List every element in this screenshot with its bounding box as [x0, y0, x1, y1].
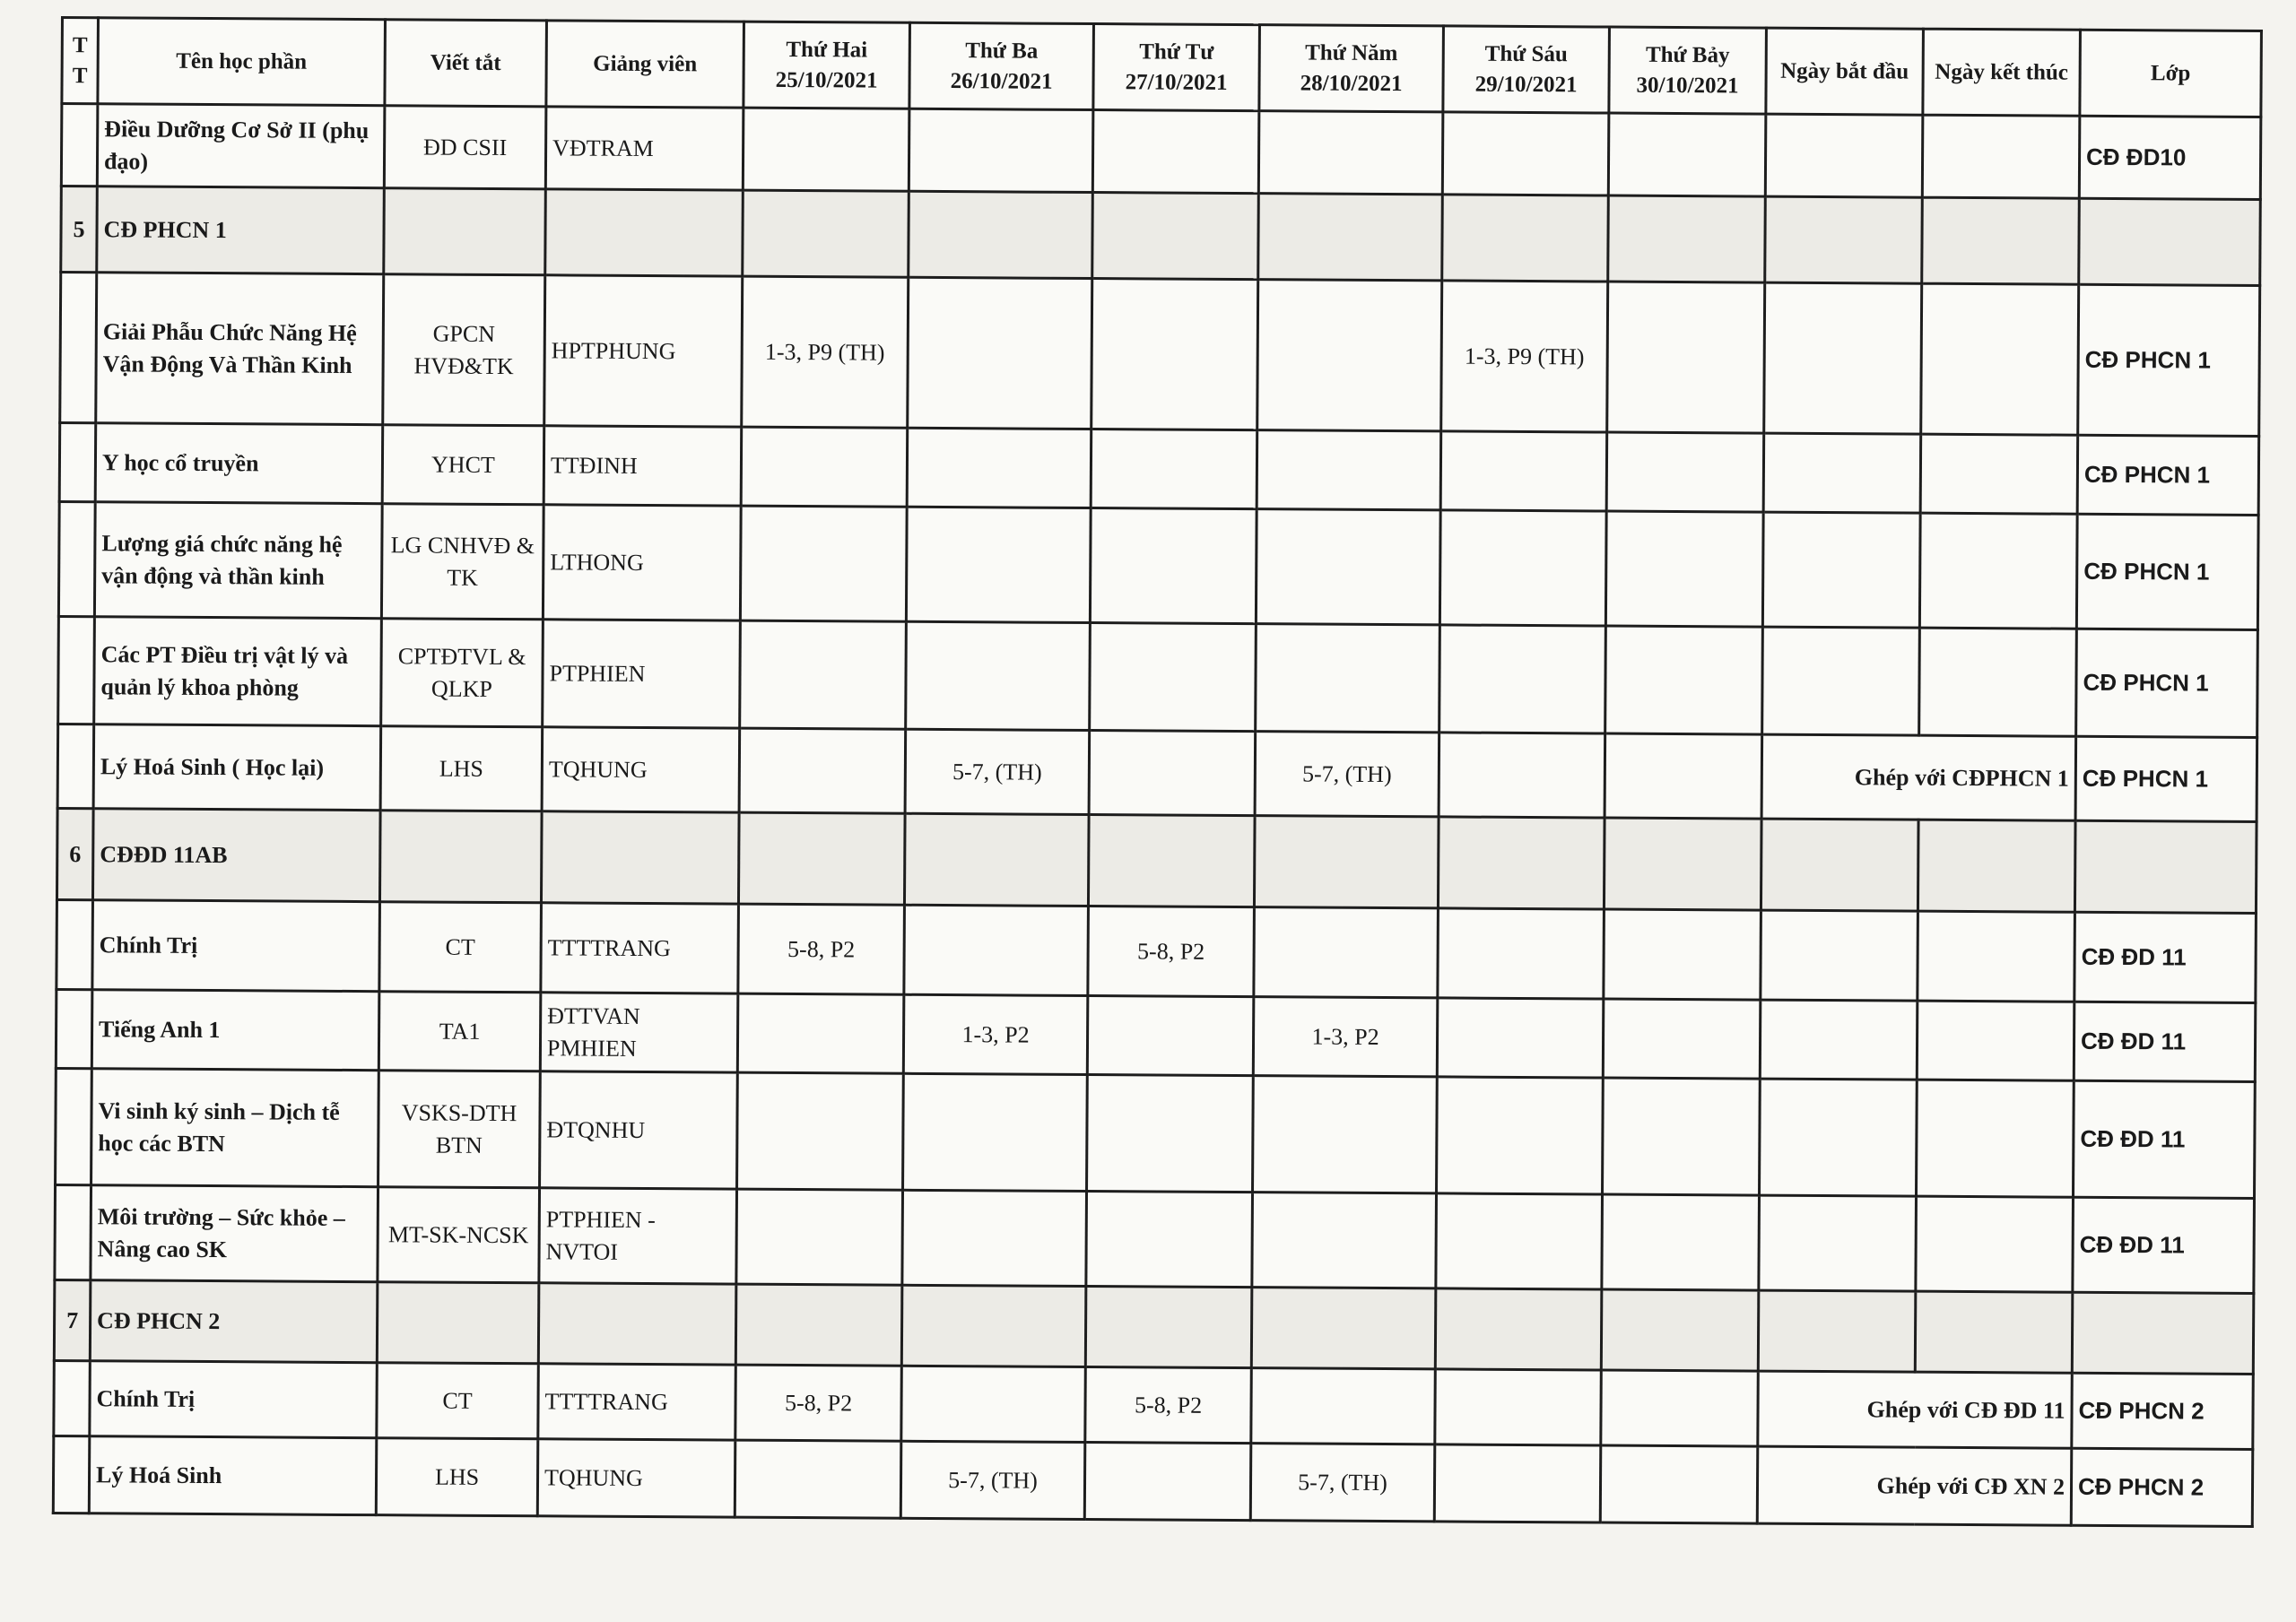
group-row: [57, 808, 2257, 913]
note-cell: Ghép với CĐ ĐD 11: [1758, 1371, 2073, 1448]
table-row: [59, 423, 2258, 516]
class-cell: CĐ PHCN 1: [2075, 736, 2257, 821]
lecturer-cell: HPTPHUNG: [544, 275, 743, 427]
subject-cell: Môi trường – Sức khỏe – Nâng cao SK: [91, 1185, 378, 1282]
table-row: [56, 989, 2255, 1081]
class-cell: CĐ ĐD10: [2079, 116, 2261, 199]
note-cell: Ghép với CĐ XN 2: [1757, 1446, 2072, 1525]
subject-cell: Điều Dưỡng Cơ Sở II (phụ đạo): [97, 104, 385, 188]
lecturer-cell: TTTTRANG: [538, 1364, 736, 1440]
abbrev-cell: ĐD CSII: [384, 106, 546, 189]
mon-cell: 5-8, P2: [738, 904, 905, 994]
header-start: Ngày bắt đầu: [1766, 28, 1924, 115]
header-row: [62, 18, 2262, 117]
subject-cell: Lượng giá chức năng hệ vận động và thần kinh: [94, 502, 382, 619]
abbrev-cell: LHS: [380, 726, 543, 811]
subject-cell: Các PT Điều trị vật lý và quản lý khoa phòng: [94, 617, 382, 726]
lecturer-cell: TQHUNG: [537, 1439, 735, 1517]
mon-cell: 5-8, P2: [735, 1365, 902, 1441]
lecturer-cell: ĐTQNHU: [540, 1071, 738, 1189]
table-row: [56, 1068, 2256, 1198]
abbrev-cell: LG CNHVĐ & TK: [381, 504, 544, 620]
header-thu: Thứ Năm 28/10/2021: [1259, 25, 1444, 112]
header-lecturer: Giảng viên: [546, 21, 744, 108]
abbrev-cell: CPTĐTVL & QLKP: [381, 619, 544, 727]
table-row: [57, 724, 2257, 821]
group-title: CĐ PHCN 1: [97, 186, 385, 274]
class-cell: CĐ PHCN 1: [2076, 514, 2258, 629]
group-number: 5: [61, 186, 98, 273]
subject-cell: Y học cổ truyền: [95, 423, 383, 504]
header-tt: T T: [62, 18, 99, 104]
mon-cell: 1-3, P9 (TH): [742, 276, 909, 428]
table-row: [58, 616, 2258, 737]
header-sat: Thứ Bảy 30/10/2021: [1609, 27, 1767, 114]
class-cell: CĐ ĐD 11: [2073, 1080, 2255, 1198]
subject-cell: Chính Trị: [90, 1361, 378, 1438]
class-cell: CĐ PHCN 1: [2076, 629, 2258, 737]
abbrev-cell: CT: [379, 902, 542, 993]
header-end: Ngày kết thúc: [1923, 29, 2081, 116]
class-cell: CĐ ĐD 11: [2074, 912, 2257, 1002]
header-abbrev: Viết tắt: [385, 20, 547, 107]
lecturer-cell: PTPHIEN: [543, 620, 741, 728]
subject-cell: Vi sinh ký sinh – Dịch tễ học các BTN: [91, 1069, 379, 1187]
table-row: [61, 104, 2261, 200]
header-class: Lớp: [2080, 30, 2262, 117]
subject-cell: Lý Hoá Sinh ( Học lại): [93, 724, 381, 811]
header-tue: Thứ Ba 26/10/2021: [909, 22, 1094, 109]
header-fri: Thứ Sáu 29/10/2021: [1443, 26, 1610, 113]
abbrev-cell: CT: [377, 1363, 539, 1439]
lecturer-cell: TQHUNG: [542, 727, 740, 812]
abbrev-cell: MT-SK-NCSK: [378, 1187, 540, 1283]
group-title: CĐ PHCN 2: [90, 1280, 378, 1363]
table-row: [54, 1360, 2253, 1449]
lecturer-cell: ĐTTVAN PMHIEN: [540, 993, 738, 1072]
group-number: 6: [57, 808, 93, 899]
group-number: 7: [54, 1279, 91, 1360]
class-cell: CĐ PHCN 1: [2077, 435, 2259, 515]
schedule-table: [52, 16, 2263, 1528]
lecturer-cell: LTHONG: [543, 505, 741, 620]
class-cell: CĐ PHCN 1: [2078, 284, 2260, 436]
subject-cell: Tiếng Anh 1: [91, 990, 379, 1071]
class-cell: CĐ PHCN 2: [2072, 1373, 2254, 1449]
abbrev-cell: LHS: [376, 1438, 538, 1516]
wed-cell: 5-8, P2: [1088, 906, 1255, 997]
abbrev-cell: VSKS-DTH BTN: [378, 1071, 541, 1188]
thu-cell: 1-3, P2: [1253, 997, 1438, 1077]
header-mon: Thứ Hai 25/10/2021: [744, 22, 910, 108]
subject-cell: Lý Hoá Sinh: [89, 1436, 377, 1515]
lecturer-cell: PTPHIEN - NVTOI: [539, 1188, 737, 1284]
abbrev-cell: TA1: [378, 992, 541, 1071]
schedule-sheet: [52, 16, 2260, 1528]
tue-cell: 1-3, P2: [903, 994, 1088, 1074]
class-cell: CĐ PHCN 2: [2071, 1448, 2253, 1526]
table-row: [60, 273, 2260, 437]
thu-cell: 5-7, (TH): [1255, 732, 1439, 817]
table-row: [57, 899, 2257, 1002]
subject-cell: Chính Trị: [92, 900, 380, 992]
header-subject: Tên học phần: [98, 18, 386, 106]
tue-cell: 5-7, (TH): [905, 729, 1090, 814]
table-row: [55, 1184, 2255, 1293]
lecturer-cell: VĐTRAM: [545, 107, 744, 190]
group-title: CĐĐD 11AB: [92, 809, 380, 902]
note-cell: Ghép với CĐPHCN 1: [1761, 734, 2076, 820]
table-row: [58, 501, 2258, 629]
lecturer-cell: TTĐINH: [544, 426, 742, 506]
group-row: [54, 1279, 2254, 1374]
thu-cell: 5-7, (TH): [1250, 1444, 1435, 1522]
header-wed: Thứ Tư 27/10/2021: [1093, 24, 1260, 111]
table-row: [53, 1436, 2252, 1526]
tue-cell: 5-7, (TH): [900, 1441, 1085, 1519]
abbrev-cell: YHCT: [382, 425, 544, 505]
abbrev-cell: GPCN HVĐ&TK: [383, 274, 545, 426]
lecturer-cell: TTTTRANG: [541, 903, 739, 993]
group-row: [61, 186, 2261, 286]
subject-cell: Giải Phẫu Chức Năng Hệ Vận Động Và Thần Kinh: [96, 273, 384, 425]
fri-cell: 1-3, P9 (TH): [1441, 281, 1608, 432]
class-cell: CĐ ĐD 11: [2074, 1002, 2256, 1081]
wed-cell: 5-8, P2: [1085, 1367, 1252, 1444]
class-cell: CĐ ĐD 11: [2073, 1197, 2255, 1293]
